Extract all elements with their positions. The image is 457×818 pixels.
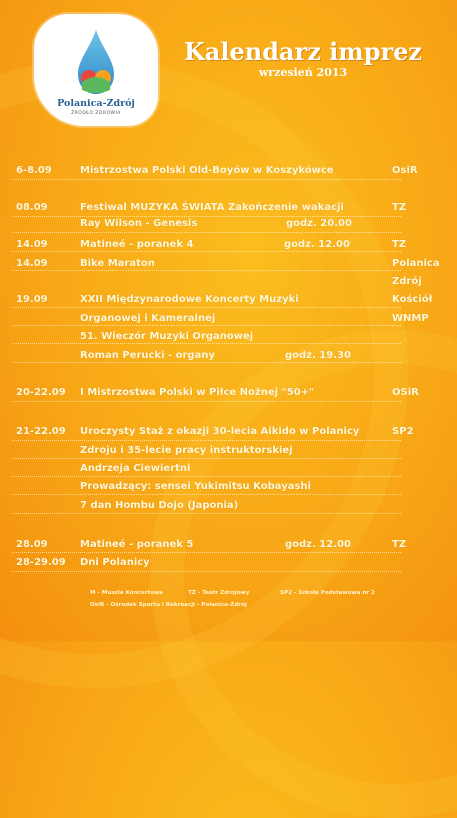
event-place: TZ [392, 539, 407, 550]
event-date: 08.09 [16, 202, 48, 213]
event-place: Zdrój [392, 276, 422, 287]
divider [12, 440, 401, 441]
divider [12, 232, 401, 233]
divider [12, 552, 401, 553]
event-title: Matineé - poranek 5 [80, 539, 194, 550]
event-title: Bike Maraton [80, 258, 155, 269]
divider [12, 307, 401, 308]
logo-tagline: ŹRÓDŁO ZDROWIA [71, 111, 121, 116]
logo [34, 14, 158, 126]
divider [12, 401, 401, 402]
event-date: 6-8.09 [16, 165, 52, 176]
event-title: Mistrzostwa Polski Old-Boyów w Koszykówce [80, 165, 334, 176]
legend-item: TZ - Teatr Zdrojowy [188, 590, 250, 596]
divider [12, 216, 401, 217]
event-place: TZ [392, 239, 407, 250]
event-title: Uroczysty Staż z okazji 30-lecia Aikido w Polanicy [80, 426, 360, 437]
event-title: I Mistrzostwa Polski w Piłce Nożnej "50+" [80, 387, 315, 398]
page-title: Kalendarz imprez [183, 37, 423, 66]
event-detail: 7 dan Hombu Dojo (Japonia) [80, 500, 239, 511]
event-date: 19.09 [16, 294, 48, 305]
event-place: Polanica [392, 258, 440, 269]
event-title: Matineé - poranek 4 [80, 239, 194, 250]
event-date: 28.09 [16, 539, 48, 550]
legend-item: OsiR - Ośrodek Sportu i Rekreacji - Polanica-Zdrój [90, 602, 247, 608]
event-title: Dni Polanicy [80, 557, 150, 568]
divider [12, 571, 401, 572]
divider [12, 325, 401, 326]
divider [12, 513, 401, 514]
divider [12, 476, 401, 477]
event-detail: Organowej i Kameralnej [80, 313, 216, 324]
event-date: 28-29.09 [16, 557, 66, 568]
logo-name: Polanica-Zdrój [57, 98, 135, 109]
divider [12, 343, 401, 344]
event-detail: Ray Wilson - Genesis [80, 218, 198, 229]
event-place: SP2 [392, 426, 414, 437]
event-time: godz. 12.00 [285, 539, 351, 550]
event-detail: Zdroju i 35-lecie pracy instruktorskiej [80, 445, 293, 456]
divider [12, 362, 401, 363]
event-place: TZ [392, 202, 407, 213]
water-drop-logo-icon [76, 28, 116, 96]
divider [12, 458, 401, 459]
page-subtitle: wrzesień 2013 [258, 66, 348, 79]
legend-item: SP2 - Szkoła Podstawowa nr 2 [280, 590, 375, 596]
divider [12, 179, 401, 180]
divider [12, 270, 401, 271]
event-time: godz. 20.00 [286, 218, 352, 229]
event-place: WNMP [392, 313, 429, 324]
event-title: Festiwal MUZYKA ŚWIATA Zakończenie wakacji [80, 202, 344, 213]
divider [12, 251, 401, 252]
event-time: godz. 19.30 [285, 350, 351, 361]
event-date: 14.09 [16, 239, 48, 250]
event-place: OsiR [392, 165, 418, 176]
legend-item: M - Muszla Koncertowa [90, 590, 163, 596]
event-place: Kościół [392, 294, 433, 305]
event-detail: Andrzeja Ciewiertni [80, 463, 191, 474]
event-date: 20-22.09 [16, 387, 66, 398]
background-ring [150, 330, 457, 818]
event-detail: Roman Perucki - organy [80, 350, 215, 361]
event-detail: 51. Wieczór Muzyki Organowej [80, 331, 254, 342]
event-detail: Prowadzący: sensei Yukimitsu Kobayashi [80, 481, 311, 492]
divider [12, 494, 401, 495]
event-time: godz. 12.00 [284, 239, 350, 250]
event-place: OSiR [392, 387, 419, 398]
event-date: 14.09 [16, 258, 48, 269]
event-title: XXII Międzynarodowe Koncerty Muzyki [80, 294, 299, 305]
event-date: 21-22.09 [16, 426, 66, 437]
